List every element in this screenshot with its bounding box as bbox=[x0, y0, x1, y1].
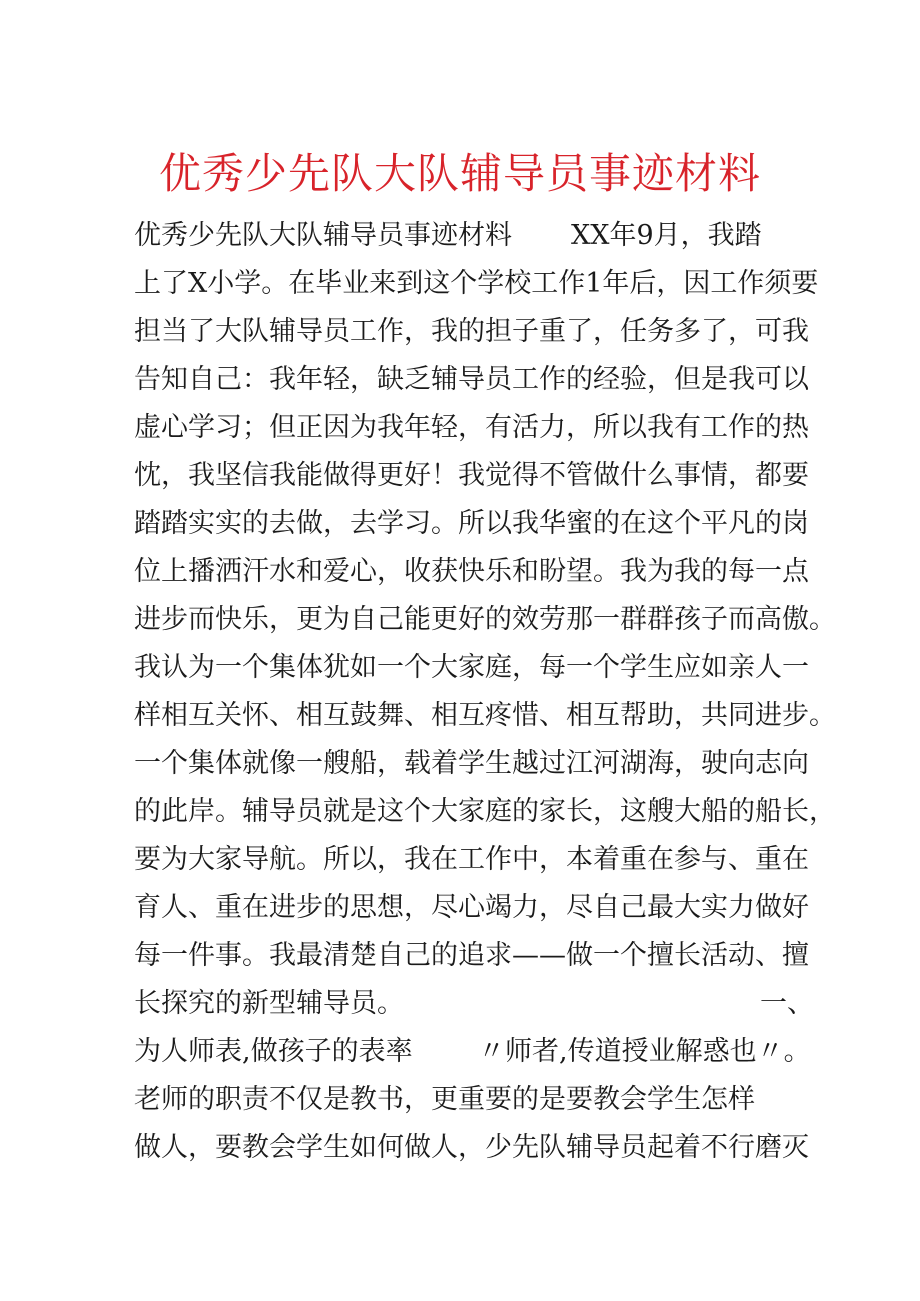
text-line-right: 〃师者,传道授业解惑也〃。 bbox=[478, 1036, 811, 1067]
text-line-left: 为人师表,做孩子的表率 bbox=[134, 1036, 413, 1067]
text-line bbox=[134, 980, 814, 1028]
text-line: 一个集体就像一艘船，载着学生越过江河湖海，驶向志向 bbox=[134, 748, 809, 779]
text-line: 要为大家导航。所以，我在工作中，本着重在参与、重在 bbox=[134, 844, 809, 875]
text-line: 的此岸。辅导员就是这个大家庭的家长，这艘大船的船长， bbox=[134, 796, 836, 827]
text-line: 样相互关怀、相互鼓舞、相互疼惜、相互帮助，共同进步。 bbox=[134, 700, 836, 731]
text-line-left: 优秀少先队大队辅导员事迹材料 bbox=[134, 220, 512, 251]
text-line-right: 一、 bbox=[760, 988, 814, 1019]
text-line-right: XX年9月，我踏 bbox=[571, 220, 762, 251]
text-line: 每一件事。我最清楚自己的追求——做一个擅长活动、擅 bbox=[134, 940, 809, 971]
text-line: 上了X小学。在毕业来到这个学校工作1年后，因工作须要 bbox=[134, 268, 819, 299]
text-line: 进步而快乐，更为自己能更好的效劳那一群群孩子而高傲。 bbox=[134, 604, 836, 635]
text-line: 虚心学习；但正因为我年轻，有活力，所以我有工作的热 bbox=[134, 412, 809, 443]
text-line-left: 长探究的新型辅导员。 bbox=[134, 988, 404, 1019]
text-line: 踏踏实实的去做，去学习。所以我华蜜的在这个平凡的岗 bbox=[134, 508, 809, 539]
text-line bbox=[134, 1028, 814, 1076]
text-line bbox=[134, 212, 814, 260]
text-line: 做人，要教会学生如何做人，少先队辅导员起着不行磨灭 bbox=[134, 1132, 809, 1163]
document-title: 优秀少先队大队辅导员事迹材料 bbox=[158, 149, 761, 198]
text-line: 忱，我坚信我能做得更好！我觉得不管做什么事情，都要 bbox=[134, 460, 809, 491]
document-body bbox=[134, 212, 836, 1172]
text-line: 我认为一个集体犹如一个大家庭，每一个学生应如亲人一 bbox=[134, 652, 809, 683]
text-line: 担当了大队辅导员工作，我的担子重了，任务多了，可我 bbox=[134, 316, 809, 347]
text-line: 位上播洒汗水和爱心，收获快乐和盼望。我为我的每一点 bbox=[134, 556, 809, 587]
text-line: 育人、重在进步的思想，尽心竭力，尽自己最大实力做好 bbox=[134, 892, 809, 923]
text-line: 告知自己：我年轻，缺乏辅导员工作的经验，但是我可以 bbox=[134, 364, 809, 395]
text-line: 老师的职责不仅是教书，更重要的是要教会学生怎样 bbox=[134, 1084, 755, 1115]
